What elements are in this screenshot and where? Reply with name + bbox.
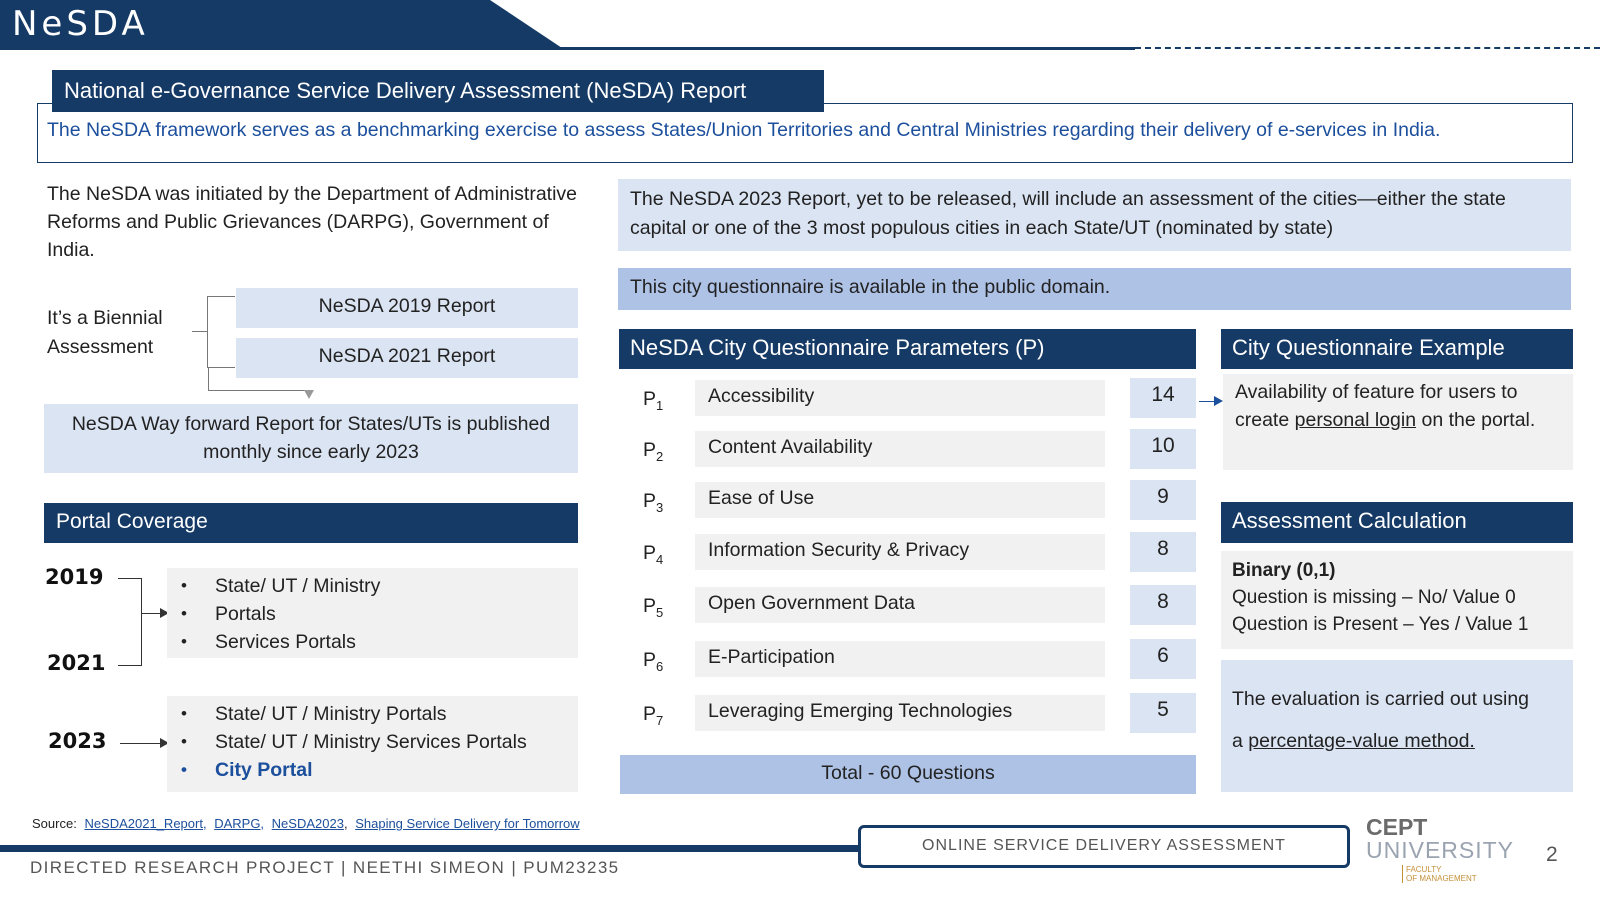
present-rule: Question is Present – Yes / Value 1 — [1232, 614, 1529, 635]
parameter-label: Open Government Data — [695, 587, 1105, 623]
parameter-code-letter: P — [643, 595, 657, 617]
parameter-label: Accessibility — [695, 380, 1105, 416]
parameter-label: Ease of Use — [695, 482, 1105, 518]
evaluation-box — [1221, 660, 1573, 792]
year-bracket-connector — [142, 613, 162, 614]
year-2021: 2021 — [47, 651, 106, 675]
parameter-code — [643, 542, 683, 567]
list-item-city-portal: • City Portal — [181, 756, 578, 784]
source-link-darpg[interactable]: DARPG, — [214, 816, 265, 831]
parameter-code-letter: P — [643, 439, 657, 461]
year-bracket — [118, 578, 142, 666]
missing-rule: Question is missing – No/ Value 0 — [1232, 587, 1516, 608]
parameter-code-index: 7 — [656, 712, 664, 728]
logo-faculty — [1402, 865, 1477, 883]
parameter-code-letter: P — [643, 490, 657, 512]
percentage-value-method: percentage-value method. — [1248, 730, 1475, 752]
parameter-label: Content Availability — [695, 431, 1105, 467]
parameter-code — [643, 649, 683, 674]
logo-university: UNIVERSITY — [1366, 837, 1515, 863]
source-label: Source: — [32, 816, 77, 831]
source-separator: , — [343, 816, 348, 831]
parameter-code-index: 4 — [656, 551, 664, 567]
example-text: Availability of feature for users to create — [1235, 381, 1518, 431]
total-questions: Total - 60 Questions — [620, 755, 1196, 794]
report-2021-box: NeSDA 2021 Report — [236, 338, 578, 378]
evaluation-text: The evaluation is carried out using — [1232, 688, 1530, 710]
intro-text: The NeSDA was initiated by the Department of Administrative Reforms and Public Grievances (DARPG), Government of India. — [47, 183, 578, 261]
parameter-value: 8 — [1130, 585, 1196, 625]
portal-list-2019-2021 — [167, 568, 578, 658]
logo-faculty-line2: OF MANAGEMENT — [1406, 874, 1477, 883]
footer-project: DIRECTED RESEARCH PROJECT | NEETHI SIMEON | PUM23235 — [30, 858, 620, 877]
parameter-code-letter: P — [643, 703, 657, 725]
parameter-code — [643, 595, 683, 620]
parameter-label: E-Participation — [695, 641, 1105, 677]
biennial-bracket-tick — [192, 331, 208, 332]
report-2019-box: NeSDA 2019 Report — [236, 288, 578, 328]
source-link-nesda2021[interactable]: NeSDA2021_Report, — [84, 816, 207, 831]
list-item: • State/ UT / Ministry Portals — [181, 700, 578, 728]
parameter-label: Leveraging Emerging Technologies — [695, 695, 1105, 731]
list-item: • Services Portals — [181, 628, 578, 656]
binary-label: Binary (0,1) — [1232, 560, 1336, 581]
parameter-code-index: 6 — [656, 658, 664, 674]
footer-bar — [0, 845, 860, 852]
parameter-value: 9 — [1130, 480, 1196, 520]
header-divider — [0, 47, 1135, 50]
parameters-heading: NeSDA City Questionnaire Parameters (P) — [619, 329, 1196, 369]
evaluation-method-line — [1232, 720, 1562, 762]
year-2023-connector — [120, 743, 162, 744]
parameter-code-letter: P — [643, 542, 657, 564]
parameter-code — [643, 703, 683, 728]
parameter-code-index: 5 — [656, 604, 664, 620]
example-body — [1223, 374, 1573, 470]
report-subtitle: The NeSDA framework serves as a benchmarking exercise to assess States/Union Territories and Central Ministries regarding their delivery of e-services in India. — [47, 119, 1441, 141]
connector-horizontal — [208, 390, 313, 391]
parameter-label: Information Security & Privacy — [695, 534, 1105, 570]
source-link-nesda2023[interactable]: NeSDA2023 — [271, 816, 344, 831]
connector-vertical — [208, 368, 209, 390]
parameter-code-index: 2 — [656, 448, 664, 464]
parameter-value: 8 — [1130, 532, 1196, 572]
parameter-value: 14 — [1130, 378, 1196, 418]
list-item: • State/ UT / Ministry Services Portals — [181, 728, 578, 756]
parameter-value: 5 — [1130, 693, 1196, 733]
biennial-bracket — [207, 296, 235, 368]
brand-title: NeSDA — [12, 4, 149, 44]
parameter-value: 10 — [1130, 429, 1196, 469]
osda-label: ONLINE SERVICE DELIVERY ASSESSMENT — [858, 825, 1350, 868]
logo-cept: CEPT — [1366, 814, 1428, 840]
public-domain-note: This city questionnaire is available in the public domain. — [618, 268, 1571, 310]
personal-login-text: personal login — [1294, 409, 1417, 431]
year-2019: 2019 — [45, 565, 104, 589]
source-link-shaping[interactable]: Shaping Service Delivery for Tomorrow — [355, 816, 580, 831]
biennial-label: It’s a Biennial Assessment — [47, 307, 163, 358]
page-number: 2 — [1546, 843, 1558, 866]
calculation-heading: Assessment Calculation — [1221, 502, 1573, 543]
parameter-code — [643, 439, 683, 464]
year-2023: 2023 — [48, 729, 107, 753]
cept-university-logo — [1366, 814, 1515, 885]
example-text-end: on the portal. — [1421, 409, 1536, 431]
parameter-code-letter: P — [643, 649, 657, 671]
report-title: National e-Governance Service Delivery Assessment (NeSDA) Report — [52, 70, 824, 112]
calculation-body — [1221, 551, 1573, 649]
parameter-code-index: 1 — [656, 397, 664, 413]
parameter-code-index: 3 — [656, 499, 664, 515]
parameter-code-letter: P — [643, 388, 657, 410]
way-forward-box: NeSDA Way forward Report for States/UTs is published monthly since early 2023 — [44, 404, 578, 473]
down-arrow-icon — [304, 390, 314, 399]
evaluation-text-a: a — [1232, 730, 1243, 752]
source-line — [32, 816, 580, 831]
logo-faculty-line1: FACULTY — [1406, 865, 1442, 874]
list-item: • Portals — [181, 600, 578, 628]
example-heading: City Questionnaire Example — [1221, 329, 1573, 369]
portal-list-2023 — [167, 696, 578, 792]
parameter-code — [643, 490, 683, 515]
right-arrow-icon — [1214, 396, 1223, 406]
header-divider-dashed — [1135, 47, 1600, 49]
release-note: The NeSDA 2023 Report, yet to be released, will include an assessment of the cities—either the state capital or one of the 3 most populous cities in each State/UT (nominated by state) — [618, 179, 1571, 251]
portal-coverage-heading: Portal Coverage — [44, 503, 578, 543]
list-item: • State/ UT / Ministry — [181, 572, 578, 600]
parameter-code — [643, 388, 683, 413]
parameter-value: 6 — [1130, 639, 1196, 679]
